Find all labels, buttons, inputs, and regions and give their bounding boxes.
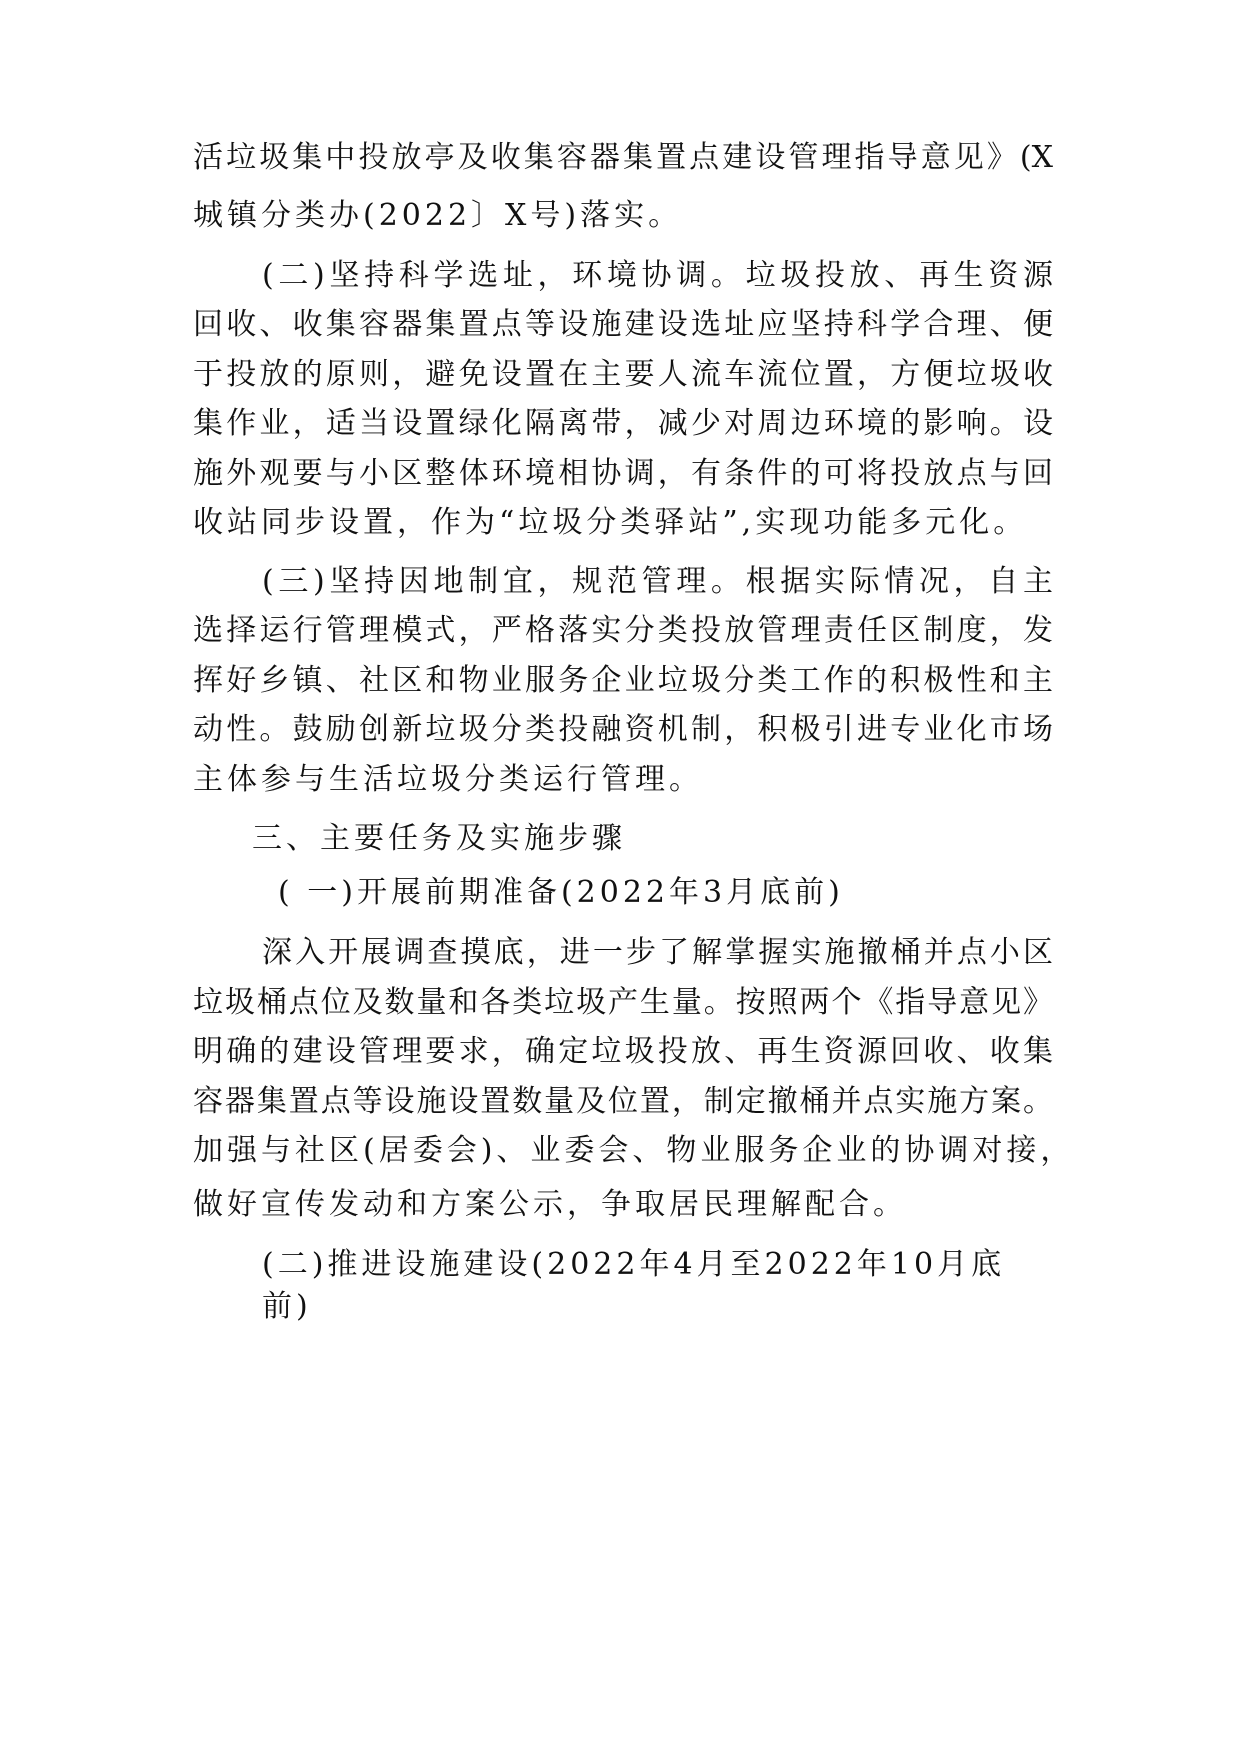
- text-line: 活垃圾集中投放亭及收集容器集置点建设管理指导意见》(X: [193, 140, 1053, 175]
- text-line: 城镇分类办(2022〕X号)落实。: [193, 198, 683, 233]
- text-line: 深入开展调查摸底，进一步了解掌握实施撤桶并点小区: [262, 935, 1053, 970]
- paragraph-heading-line: (二)坚持科学选址，环境协调。垃圾投放、再生资源: [262, 258, 1053, 293]
- text-line: 挥好乡镇、社区和物业服务企业垃圾分类工作的积极性和主: [193, 663, 1053, 698]
- text-line: 做好宣传发动和方案公示，争取居民理解配合。: [193, 1187, 907, 1222]
- text-line: 于投放的原则，避免设置在主要人流车流位置，方便垃圾收: [193, 357, 1053, 392]
- subsection-heading: ( 一)开展前期准备(2022年3月底前): [278, 875, 844, 910]
- text-line: 集作业，适当设置绿化隔离带，减少对周边环境的影响。设: [193, 406, 1053, 441]
- text-line: 选择运行管理模式，严格落实分类投放管理责任区制度，发: [193, 613, 1053, 648]
- text-line: 垃圾桶点位及数量和各类垃圾产生量。按照两个《指导意见》: [193, 985, 1053, 1020]
- subsection-heading: (二)推进设施建设(2022年4月至2022年10月底: [262, 1247, 1006, 1282]
- text-line: 收站同步设置，作为“垃圾分类驿站”,实现功能多元化。: [193, 505, 1028, 540]
- text-line: 动性。鼓励创新垃圾分类投融资机制，积极引进专业化市场: [193, 712, 1053, 747]
- text-line: 明确的建设管理要求，确定垃圾投放、再生资源回收、收集: [193, 1034, 1053, 1069]
- text-line: 回收、收集容器集置点等设施建设选址应坚持科学合理、便: [193, 307, 1053, 342]
- paragraph-heading-line: (三)坚持因地制宜，规范管理。根据实际情况，自主: [262, 564, 1053, 599]
- text-line: 主体参与生活垃圾分类运行管理。: [193, 762, 703, 797]
- text-line: 加强与社区(居委会)、业委会、物业服务企业的协调对接，: [193, 1133, 1075, 1168]
- section-heading: 三、主要任务及实施步骤: [252, 821, 626, 856]
- text-line: 容器集置点等设施设置数量及位置，制定撤桶并点实施方案。: [193, 1084, 1053, 1119]
- text-line: 施外观要与小区整体环境相协调，有条件的可将投放点与回: [193, 456, 1053, 491]
- subsection-heading-continued: 前): [262, 1289, 312, 1324]
